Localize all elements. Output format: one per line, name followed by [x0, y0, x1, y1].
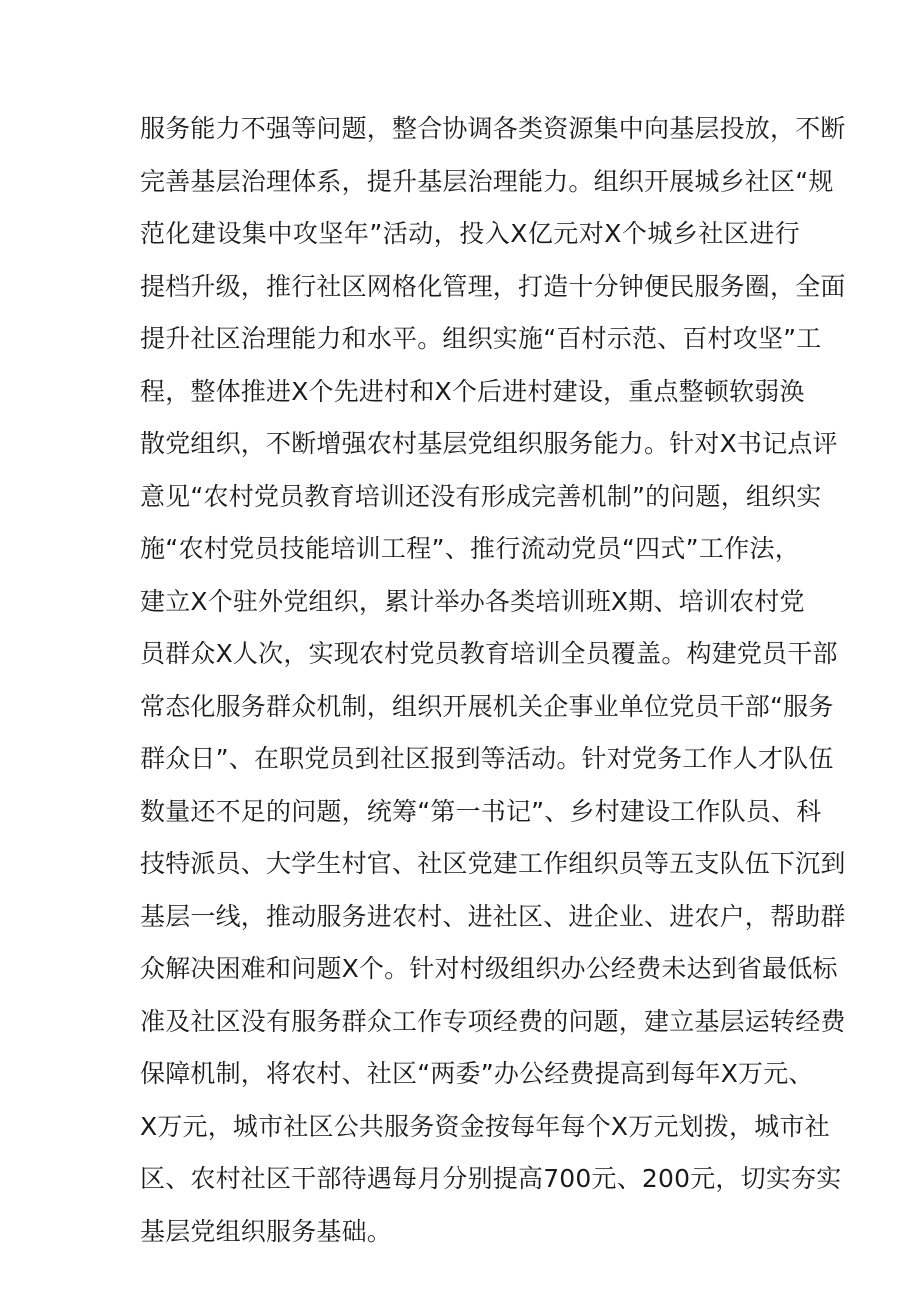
- paragraph-line: 技特派员、大学生村官、社区党建工作组织员等五支队伍下沉到: [140, 849, 846, 878]
- paragraph-line: 数量还不足的问题，统筹“第一书记”、乡村建设工作队员、科: [140, 796, 822, 826]
- paragraph-line: 准及社区没有服务群众工作专项经费的问题，建立基层运转经费: [140, 1006, 846, 1036]
- paragraph-line: 提档升级，推行社区网格化管理，打造十分钟便民服务圈，全面: [140, 271, 846, 301]
- body-paragraph: [140, 103, 846, 1258]
- paragraph-line: 提升社区治理能力和水平。组织实施“百村示范、百村攻坚”工: [140, 324, 822, 353]
- paragraph-line: 保障机制，将农村、社区“两委”办公经费提高到每年X万元、: [140, 1059, 814, 1088]
- paragraph-line: 建立X个驻外党组织，累计举办各类培训班X期、培训农村党: [140, 586, 805, 616]
- paragraph-line: 服务能力不强等问题，整合协调各类资源集中向基层投放，不断: [140, 114, 846, 143]
- paragraph-line: 范化建设集中攻坚年”活动，投入X亿元对X个城乡社区进行: [140, 219, 800, 248]
- paragraph-line: 意见“农村党员教育培训还没有形成完善机制”的问题，组织实: [140, 481, 822, 511]
- paragraph-line: 基层党组织服务基础。: [140, 1216, 393, 1246]
- paragraph-line: 众解决困难和问题X个。针对村级组织办公经费未达到省最低标: [140, 954, 838, 983]
- paragraph-line: 散党组织，不断增强农村基层党组织服务能力。针对X书记点评: [140, 429, 838, 458]
- paragraph-line: 区、农村社区干部待遇每月分别提高700元、200元，切实夯实: [140, 1164, 842, 1193]
- paragraph-line: 常态化服务群众机制，组织开展机关企事业单位党员干部“服务: [140, 691, 834, 721]
- paragraph-line: 员群众X人次，实现农村党员教育培训全员覆盖。构建党员干部: [140, 639, 838, 668]
- paragraph-line: 基层一线，推动服务进农村、进社区、进企业、进农户，帮助群: [140, 901, 846, 931]
- paragraph-line: 程，整体推进X个先进村和X个后进村建设，重点整顿软弱涣: [140, 376, 805, 406]
- paragraph-line: 完善基层治理体系，提升基层治理能力。组织开展城乡社区“规: [140, 166, 834, 196]
- paragraph-line: 施“农村党员技能培训工程”、推行流动党员“四式”工作法，: [140, 534, 800, 563]
- paragraph-line: X万元，城市社区公共服务资金按每年每个X万元划拨，城市社: [140, 1111, 830, 1141]
- paragraph-line: 群众日”、在职党员到社区报到等活动。针对党务工作人才队伍: [140, 744, 834, 773]
